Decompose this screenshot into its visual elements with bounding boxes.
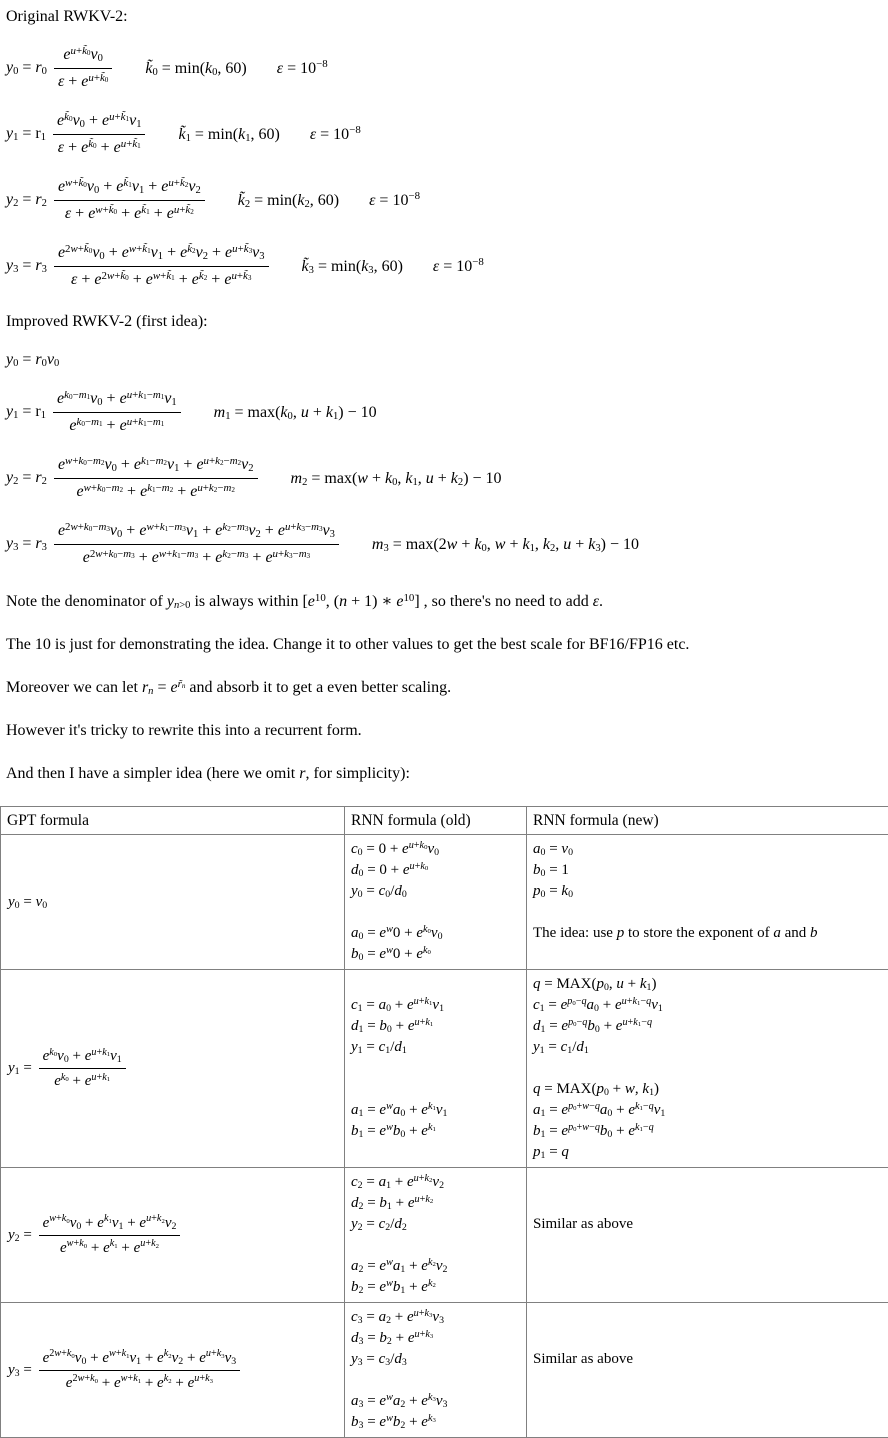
cell-rnn-old-y1: $c_1 = a_0 + e^{u+k_1}v_1$ $d_1 = b_0 + e^{u+k_1}$ $y_1 = c_1/d_1$ $a_1 = e^wa_0 + e^{k_1}v_1$ $b_1 = e^wb_0 + e^{k_1}$ xyxy=(345,970,527,1168)
cell-gpt-formula-y0: $y_0 = v_0$ xyxy=(1,835,345,970)
equation-main: $y_0 = r_0$ $\frac{e^{u+k̃_0}v_0}{\varepsilon + e^{u+k̃_0}}$ xyxy=(6,44,115,93)
equation-main: $y_1 = r_1$ $\frac{e^{k̃_0}v_0 + e^{u+k̃_1}v_1}{\varepsilon + e^{k̃_0} + e^{u+k̃_1}}$ xyxy=(6,110,148,159)
cell-rnn-old-y3: $c_3 = a_2 + e^{u+k_3}v_3$ $d_3 = b_2 + e^{u+k_3}$ $y_3 = c_3/d_3$ $a_3 = e^wa_2 + e^{k_3}v_3$ $b_3 = e^wb_2 + e^{k_3}$ xyxy=(345,1303,527,1438)
table-header-row xyxy=(1,807,888,835)
equation-main: $y_3 = r_3$ $\frac{e^{2w+k̃_0}v_0 + e^{w+k̃_1}v_1 + e^{k̃_2}v_2 + e^{u+k̃_3}v_3}{\varepsilon + e^{2w+k̃_0} + e^{w+k̃_1} + e^{k̃_2} + e^{u+k̃_3}}$ xyxy=(6,242,272,291)
section-title-original: Original RWKV-2: xyxy=(0,6,888,27)
equation-condition: $\varepsilon = 10^{-8}$ xyxy=(369,192,420,210)
table-header-rnn-new: RNN formula (new) xyxy=(527,807,888,835)
equation-y2-original xyxy=(0,176,888,225)
equation-condition: $\varepsilon = 10^{-8}$ xyxy=(433,258,484,276)
cell-rnn-new-y3: Similar as above xyxy=(527,1303,888,1438)
equation-y0-improved xyxy=(0,349,888,371)
table-row-y3 xyxy=(1,1303,888,1438)
equation-main: $y_2 = r_2$ $\frac{e^{w+k_0-m_2}v_0 + e^{k_1-m_2}v_1 + e^{u+k_2-m_2}v_2}{e^{w+k_0-m_2} + e^{k_1-m_2} + e^{u+k_2-m_2}}$ xyxy=(6,454,261,503)
equation-condition: $\varepsilon = 10^{-8}$ xyxy=(310,126,361,144)
equation-condition: $k̃_0 = \min(k_0$, 60) xyxy=(145,60,246,78)
cell-rnn-old-y2: $c_2 = a_1 + e^{u+k_2}v_2$ $d_2 = b_1 + e^{u+k_2}$ $y_2 = c_2/d_2$ $a_2 = e^wa_1 + e^{k_2}v_2$ $b_2 = e^wb_1 + e^{k_2}$ xyxy=(345,1168,527,1303)
section-title-improved: Improved RWKV-2 (first idea): xyxy=(0,311,888,332)
equation-y0-original xyxy=(0,44,888,93)
cell-gpt-formula-y2: $y_2$ = $\frac{e^{w+k_0}v_0 + e^{k_1}v_1 + e^{u+k_2}v_2}{e^{w+k_0} + e^{k_1} + e^{u+k_2}}$ xyxy=(1,1168,345,1303)
equation-condition: $m_3 = \max(2w + k_0$, $w + k_1$, $k_2$, $u + k_3) - 10$ xyxy=(372,536,639,554)
equation-condition: $k̃_3 = \min(k_3$, 60) xyxy=(302,258,403,276)
equation-condition: $m_2 = \max(w + k_0$, $k_1$, $u + k_2) - 10$ xyxy=(291,470,502,488)
equation-condition: $k̃_1 = \min(k_1$, 60) xyxy=(178,126,279,144)
equation-condition: $m_1 = \max(k_0$, $u + k_1) - 10$ xyxy=(214,404,377,422)
table-header-rnn-old: RNN formula (old) xyxy=(345,807,527,835)
paragraph-absorb-note: Moreover we can let $r_n = e^{r̃_n}$ and absorb it to get a even better scaling. xyxy=(0,677,888,698)
table-row-y1 xyxy=(1,970,888,1168)
equation-condition: $k̃_2 = \min(k_2$, 60) xyxy=(238,192,339,210)
cell-gpt-formula-y1: $y_1$ = $\frac{e^{k_0}v_0 + e^{u+k_1}v_1}{e^{k_0} + e^{u+k_1}}$ xyxy=(1,970,345,1168)
table-row-y0 xyxy=(1,835,888,970)
equation-main: $y_0 = r_0v_0$ xyxy=(6,351,59,369)
cell-rnn-new-y2: Similar as above xyxy=(527,1168,888,1303)
table-row-y2 xyxy=(1,1168,888,1303)
equation-y3-improved xyxy=(0,520,888,569)
table-header-gpt-formula: GPT formula xyxy=(1,807,345,835)
equation-y2-improved xyxy=(0,454,888,503)
equation-condition: $\varepsilon = 10^{-8}$ xyxy=(277,60,328,78)
paragraph-scale-note: The 10 is just for demonstrating the idea. Change it to other values to get the best scale for BF16/FP16 etc. xyxy=(0,634,888,655)
equation-main: $y_1 = r_1$ $\frac{e^{k_0-m_1}v_0 + e^{u+k_1-m_1}v_1}{e^{k_0-m_1} + e^{u+k_1-m_1}}$ xyxy=(6,388,184,437)
equation-y1-improved xyxy=(0,388,888,437)
paragraph-denominator-note: Note the denominator of $y_{n>0}$ is always within [$e^{10}$, (n + 1) ∗ $e^{10}$] , so there's no need to add ε. xyxy=(0,591,888,612)
formula-comparison-table xyxy=(0,806,888,1438)
equation-main: $y_3 = r_3$ $\frac{e^{2w+k_0-m_3}v_0 + e^{w+k_1-m_3}v_1 + e^{k_2-m_3}v_2 + e^{u+k_3-m_3}v_3}{e^{2w+k_0-m_3} + e^{w+k_1-m_3} + e^{k_2-m_3} + e^{u+k_3-m_3}}$ xyxy=(6,520,342,569)
cell-rnn-new-y1: $q = MAX(p_0$, $u + k_1$) $c_1 = e^{p_0-q}a_0 + e^{u+k_1-q}v_1$ $d_1 = e^{p_0-q}b_0 + e^{u+k_1-q}$ $y_1 = c_1/d_1$ $q = MAX(p_0 + w$, $k_1$) $a_1 = e^{p_0+w-q}a_0 + e^{k_1-q}v_1$ $b_1 = e^{p_0+w-q}b_0 + e^{k_1-q}$ $p_1 = q$ xyxy=(527,970,888,1168)
paragraph-tricky-note: However it's tricky to rewrite this into a recurrent form. xyxy=(0,720,888,741)
cell-gpt-formula-y3: $y_3$ = $\frac{e^{2w+k_0}v_0 + e^{w+k_1}v_1 + e^{k_2}v_2 + e^{u+k_3}v_3}{e^{2w+k_0} + e^{w+k_1} + e^{k_2} + e^{u+k_3}}$ xyxy=(1,1303,345,1438)
equation-main: $y_2 = r_2$ $\frac{e^{w+k̃_0}v_0 + e^{k̃_1}v_1 + e^{u+k̃_2}v_2}{\varepsilon + e^{w+k̃_0} + e^{k̃_1} + e^{u+k̃_2}}$ xyxy=(6,176,208,225)
equation-y1-original xyxy=(0,110,888,159)
cell-rnn-old-y0: $c_0 = 0 + e^{u+k_0}v_0$ $d_0 = 0 + e^{u+k_0}$ $y_0 = c_0/d_0$ $a_0 = e^w0 + e^{k_0}v_0$ $b_0 = e^w0 + e^{k_0}$ xyxy=(345,835,527,970)
equation-y3-original xyxy=(0,242,888,291)
paragraph-simpler-idea: And then I have a simpler idea (here we omit r, for simplicity): xyxy=(0,763,888,784)
cell-rnn-new-y0: $a_0 = v_0$ $b_0 = 1$ $p_0 = k_0$ The idea: use p to store the exponent of a and b xyxy=(527,835,888,970)
